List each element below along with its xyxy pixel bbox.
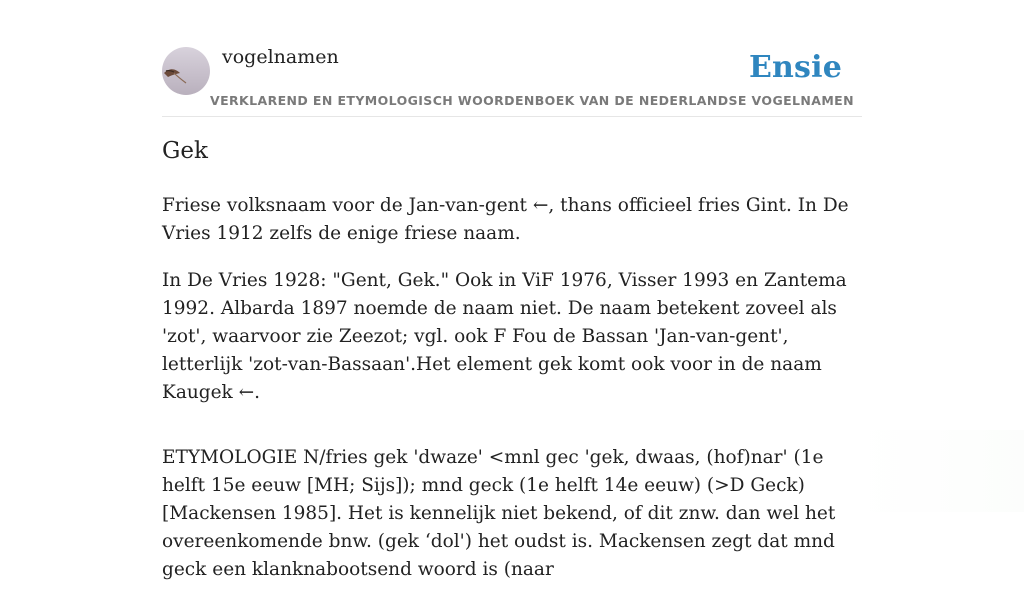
- entry-title: Gek: [162, 138, 208, 164]
- entry-paragraph: In De Vries 1928: "Gent, Gek." Ook in ViF 1976, Visser 1993 en Zantema 1992. Albarda 1897 noemde de naam niet. De naam betekent zoveel als 'zot', waarvoor zie Zeezot; vgl. ook F Fou de Bassan 'Jan-van-gent', letterlijk 'zot-van-Bassaan'.Het element gek komt ook voor in de naam Kaugek ←.: [162, 270, 847, 403]
- entry-content: [162, 192, 862, 603]
- site-header: [162, 0, 862, 117]
- site-subtitle: VERKLAREND EN ETYMOLOGISCH WOORDENBOEK VAN DE NEDERLANDSE VOGELNAMEN: [210, 93, 854, 108]
- entry-paragraph: Friese volksnaam voor de Jan-van-gent ←, thans officieel fries Gint. In De Vries 1912 zelfs de enige friese naam.: [162, 195, 849, 244]
- page: [162, 0, 862, 580]
- site-name[interactable]: vogelnamen: [222, 46, 339, 68]
- bird-avatar-icon[interactable]: [162, 47, 210, 95]
- etymology-paragraph: ETYMOLOGIE N/fries gek 'dwaze' <mnl gec 'gek, dwaas, (hof)nar' (1e helft 15e eeuw [MH; Sijs]); mnd geck (1e helft 14e eeuw) (>D Geck) [Mackensen 1985]. Het is kennelijk niet bekend, of dit znw. dan wel het overeenkomende bnw. (gek ‘dol') het oudst is. Mackensen zegt dat mnd geck een klanknabootsend woord is (naar: [162, 447, 836, 580]
- ensie-logo-link[interactable]: Ensie: [748, 50, 842, 85]
- decorative-fade: [854, 430, 1024, 512]
